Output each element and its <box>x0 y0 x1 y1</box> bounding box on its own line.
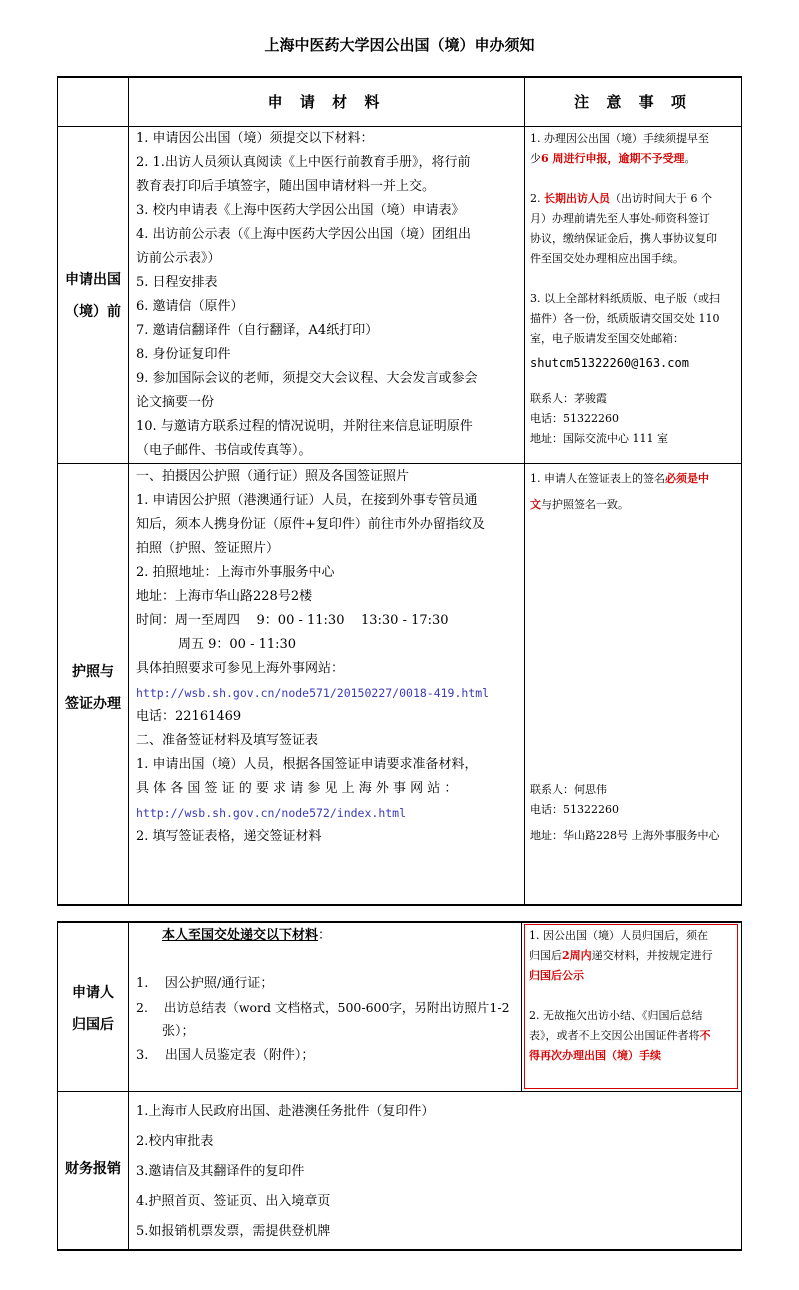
row4-content <box>136 1097 736 1247</box>
list-item: 5.如报销机票发票，需提供登机牌 <box>136 1224 331 1239</box>
list-item: 5. 日程安排表 <box>136 275 218 290</box>
return-note1: 1. 因公出国（境）人员归国后，须在 归国后2周内递交材料，并按规定进行 归国后公示 <box>529 929 713 982</box>
row3-label-line1: 申请人 <box>72 985 114 1001</box>
table2-border-row3 <box>57 1091 742 1092</box>
row2-contact <box>530 780 742 846</box>
list-item: 3. 出国人员鉴定表（附件）； <box>136 1048 315 1063</box>
contact-phone: 电话：51322260 <box>530 803 619 816</box>
table1-border-left <box>57 76 58 906</box>
table2-border-top <box>57 921 742 923</box>
visa-requirements-link[interactable]: http://wsb.sh.gov.cn/node572/index.html <box>136 806 407 820</box>
section-heading: 本人至国交处递交以下材料： <box>162 928 332 943</box>
row1-materials <box>136 127 520 463</box>
table1-border-bottom <box>57 904 742 906</box>
table2-border-right <box>741 921 742 1251</box>
contact-person: 联系人：何思伟 <box>530 783 607 796</box>
list-item: 3. 校内申请表《上海中医药大学因公出国（境）申请表》 <box>136 203 465 218</box>
section-heading: 一、拍摄因公护照（通行证）照及各国签证照片 <box>136 469 410 484</box>
contact-address: 地址：华山路228号 上海外事服务中心 <box>530 829 720 842</box>
row1-label <box>58 264 128 328</box>
contact-address: 地址：国际交流中心 111 室 <box>530 432 668 445</box>
list-item: 2. 填写签证表格，递交签证材料 <box>136 829 322 844</box>
list-item: 具 体 各 国 签 证 的 要 求 请 参 见 上 海 外 事 网 站 ： <box>136 781 458 796</box>
table1-divider-notes <box>524 76 525 906</box>
table1-border-row1 <box>57 463 742 464</box>
row1-label-line2: （境）前 <box>65 304 121 320</box>
row2-content <box>136 465 520 849</box>
table1-divider-label <box>128 76 129 906</box>
return-note2: 2. 无故拖欠出访小结、《归国后总结 表》，或者不上交因公出国证件者将不 得再次办理出国（境）手续 <box>529 1009 711 1062</box>
signature-note: 1. 申请人在签证表上的签名必须是中 文与护照签名一致。 <box>530 472 709 511</box>
note3: 3. 以上全部材料纸质版、电子版（或扫 描件）各一份，纸质版请交国交处 110 室，电子版请发至国交处邮箱： <box>530 292 720 345</box>
list-item: 1. 申请因公护照（港澳通行证）人员，在接到外事专管员通 <box>136 493 478 508</box>
list-item: 1. 申请因公出国（境）须提交以下材料： <box>136 131 374 146</box>
list-item: 电话：22161469 <box>136 709 242 724</box>
list-item: 教育表打印后手填签字，随出国申请材料一并上交。 <box>136 179 436 194</box>
list-item: 10. 与邀请方联系过程的情况说明，并附往来信息证明原件 <box>136 419 473 434</box>
row3-label <box>58 977 128 1041</box>
list-item: 2. 出访总结表（word 文档格式，500-600字，另附出访照片1-2 <box>136 1000 510 1015</box>
list-item: 具体拍照要求可参见上海外事网站： <box>136 661 345 676</box>
table1-border-top <box>57 76 742 78</box>
row1-notes <box>530 127 738 449</box>
row2-notes <box>530 466 738 518</box>
long-term-visitor-warning: 长期出访人员 <box>544 192 610 205</box>
row1-label-line1: 申请出国 <box>65 272 121 288</box>
return-materials-heading: 本人至国交处递交以下材料 <box>162 928 319 943</box>
note2: 2. 长期出访人员（出访时间大于 6 个 月）办理前请先至人事处-师资科签订 协议，缴纳保证金后，携人事协议复印 件至国交处办理相应出国手续。 <box>530 192 717 265</box>
return-announcement: 归国后公示 <box>529 969 584 982</box>
section-heading: 二、准备签证材料及填写签证表 <box>136 733 319 748</box>
list-item: 周五 9：00 - 11:30 <box>178 637 297 652</box>
contact-person: 联系人：茅骏霞 <box>530 392 607 405</box>
list-item: 2.校内审批表 <box>136 1134 214 1149</box>
list-item: 4. 出访前公示表（《上海中医药大学因公出国（境）团组出 <box>136 227 472 242</box>
list-item: 1.上海市人民政府出国、赴港澳任务批件（复印件） <box>136 1104 435 1119</box>
list-item: 拍照（护照、签证照片） <box>136 541 280 556</box>
list-item: 访前公示表》） <box>136 251 221 266</box>
table2-divider-label <box>128 921 129 1251</box>
list-item: 8. 身份证复印件 <box>136 347 231 362</box>
deadline-warning: 6 周进行申报，逾期不予受理 <box>541 152 685 165</box>
no-reapply-warning: 得再次办理出国（境）手续 <box>529 1049 661 1062</box>
row2-label-line2: 签证办理 <box>65 696 121 712</box>
row4-label: 财务报销 <box>65 1161 121 1177</box>
page-title: 上海中医药大学因公出国（境）申办须知 <box>264 36 535 54</box>
list-item: 地址：上海市华山路228号2楼 <box>136 589 313 604</box>
note1: 1. 办理因公出国（境）手续须提早至 少6 周进行申报，逾期不予受理。 <box>530 132 709 165</box>
list-item: 时间：周一至周四 9：00 - 11:30 13:30 - 17:30 <box>136 613 449 628</box>
list-item: 6. 邀请信（原件） <box>136 299 244 314</box>
return-deadline: 2周内 <box>562 949 592 962</box>
list-item: 9. 参加国际会议的老师，须提交大会议程、大会发言或参会 <box>136 371 478 386</box>
list-item: 论文摘要一份 <box>136 395 215 410</box>
list-item: 3.邀请信及其翻译件的复印件 <box>136 1164 305 1179</box>
list-item: 7. 邀请信翻译件（自行翻译，A4纸打印） <box>136 323 379 338</box>
email-address[interactable]: shutcm51322260@163.com <box>530 356 689 370</box>
table2-border-left <box>57 921 58 1251</box>
list-item: （电子邮件、书信或传真等）。 <box>136 443 312 458</box>
list-item: 2. 拍照地址：上海市外事服务中心 <box>136 565 335 580</box>
row2-label-line1: 护照与 <box>72 664 114 680</box>
row3-label-line2: 归国后 <box>72 1017 114 1033</box>
photo-requirements-link[interactable]: http://wsb.sh.gov.cn/node571/20150227/0018-419.html <box>136 686 490 700</box>
header-notes: 注 意 事 项 <box>574 93 692 111</box>
contact-phone: 电话：51322260 <box>530 412 619 425</box>
table2-border-bottom <box>57 1249 742 1251</box>
list-item: 1. 因公护照/通行证； <box>136 976 274 991</box>
header-materials: 申 请 材 料 <box>267 93 386 111</box>
list-item: 4.护照首页、签证页、出入境章页 <box>136 1194 331 1209</box>
list-item: 张）； <box>162 1024 195 1039</box>
list-item: 2. 1.出访人员须认真阅读《上中医行前教育手册》，将行前 <box>136 155 471 170</box>
table2-divider-notes <box>521 921 522 1092</box>
list-item: 1. 申请出国（境）人员，根据各国签证申请要求准备材料， <box>136 757 478 772</box>
row3-content <box>136 924 518 1068</box>
row2-label <box>58 656 128 720</box>
list-item: 知后，须本人携身份证（原件+复印件）前往市外办留指纹及 <box>136 517 485 532</box>
row3-notes <box>524 924 738 1089</box>
